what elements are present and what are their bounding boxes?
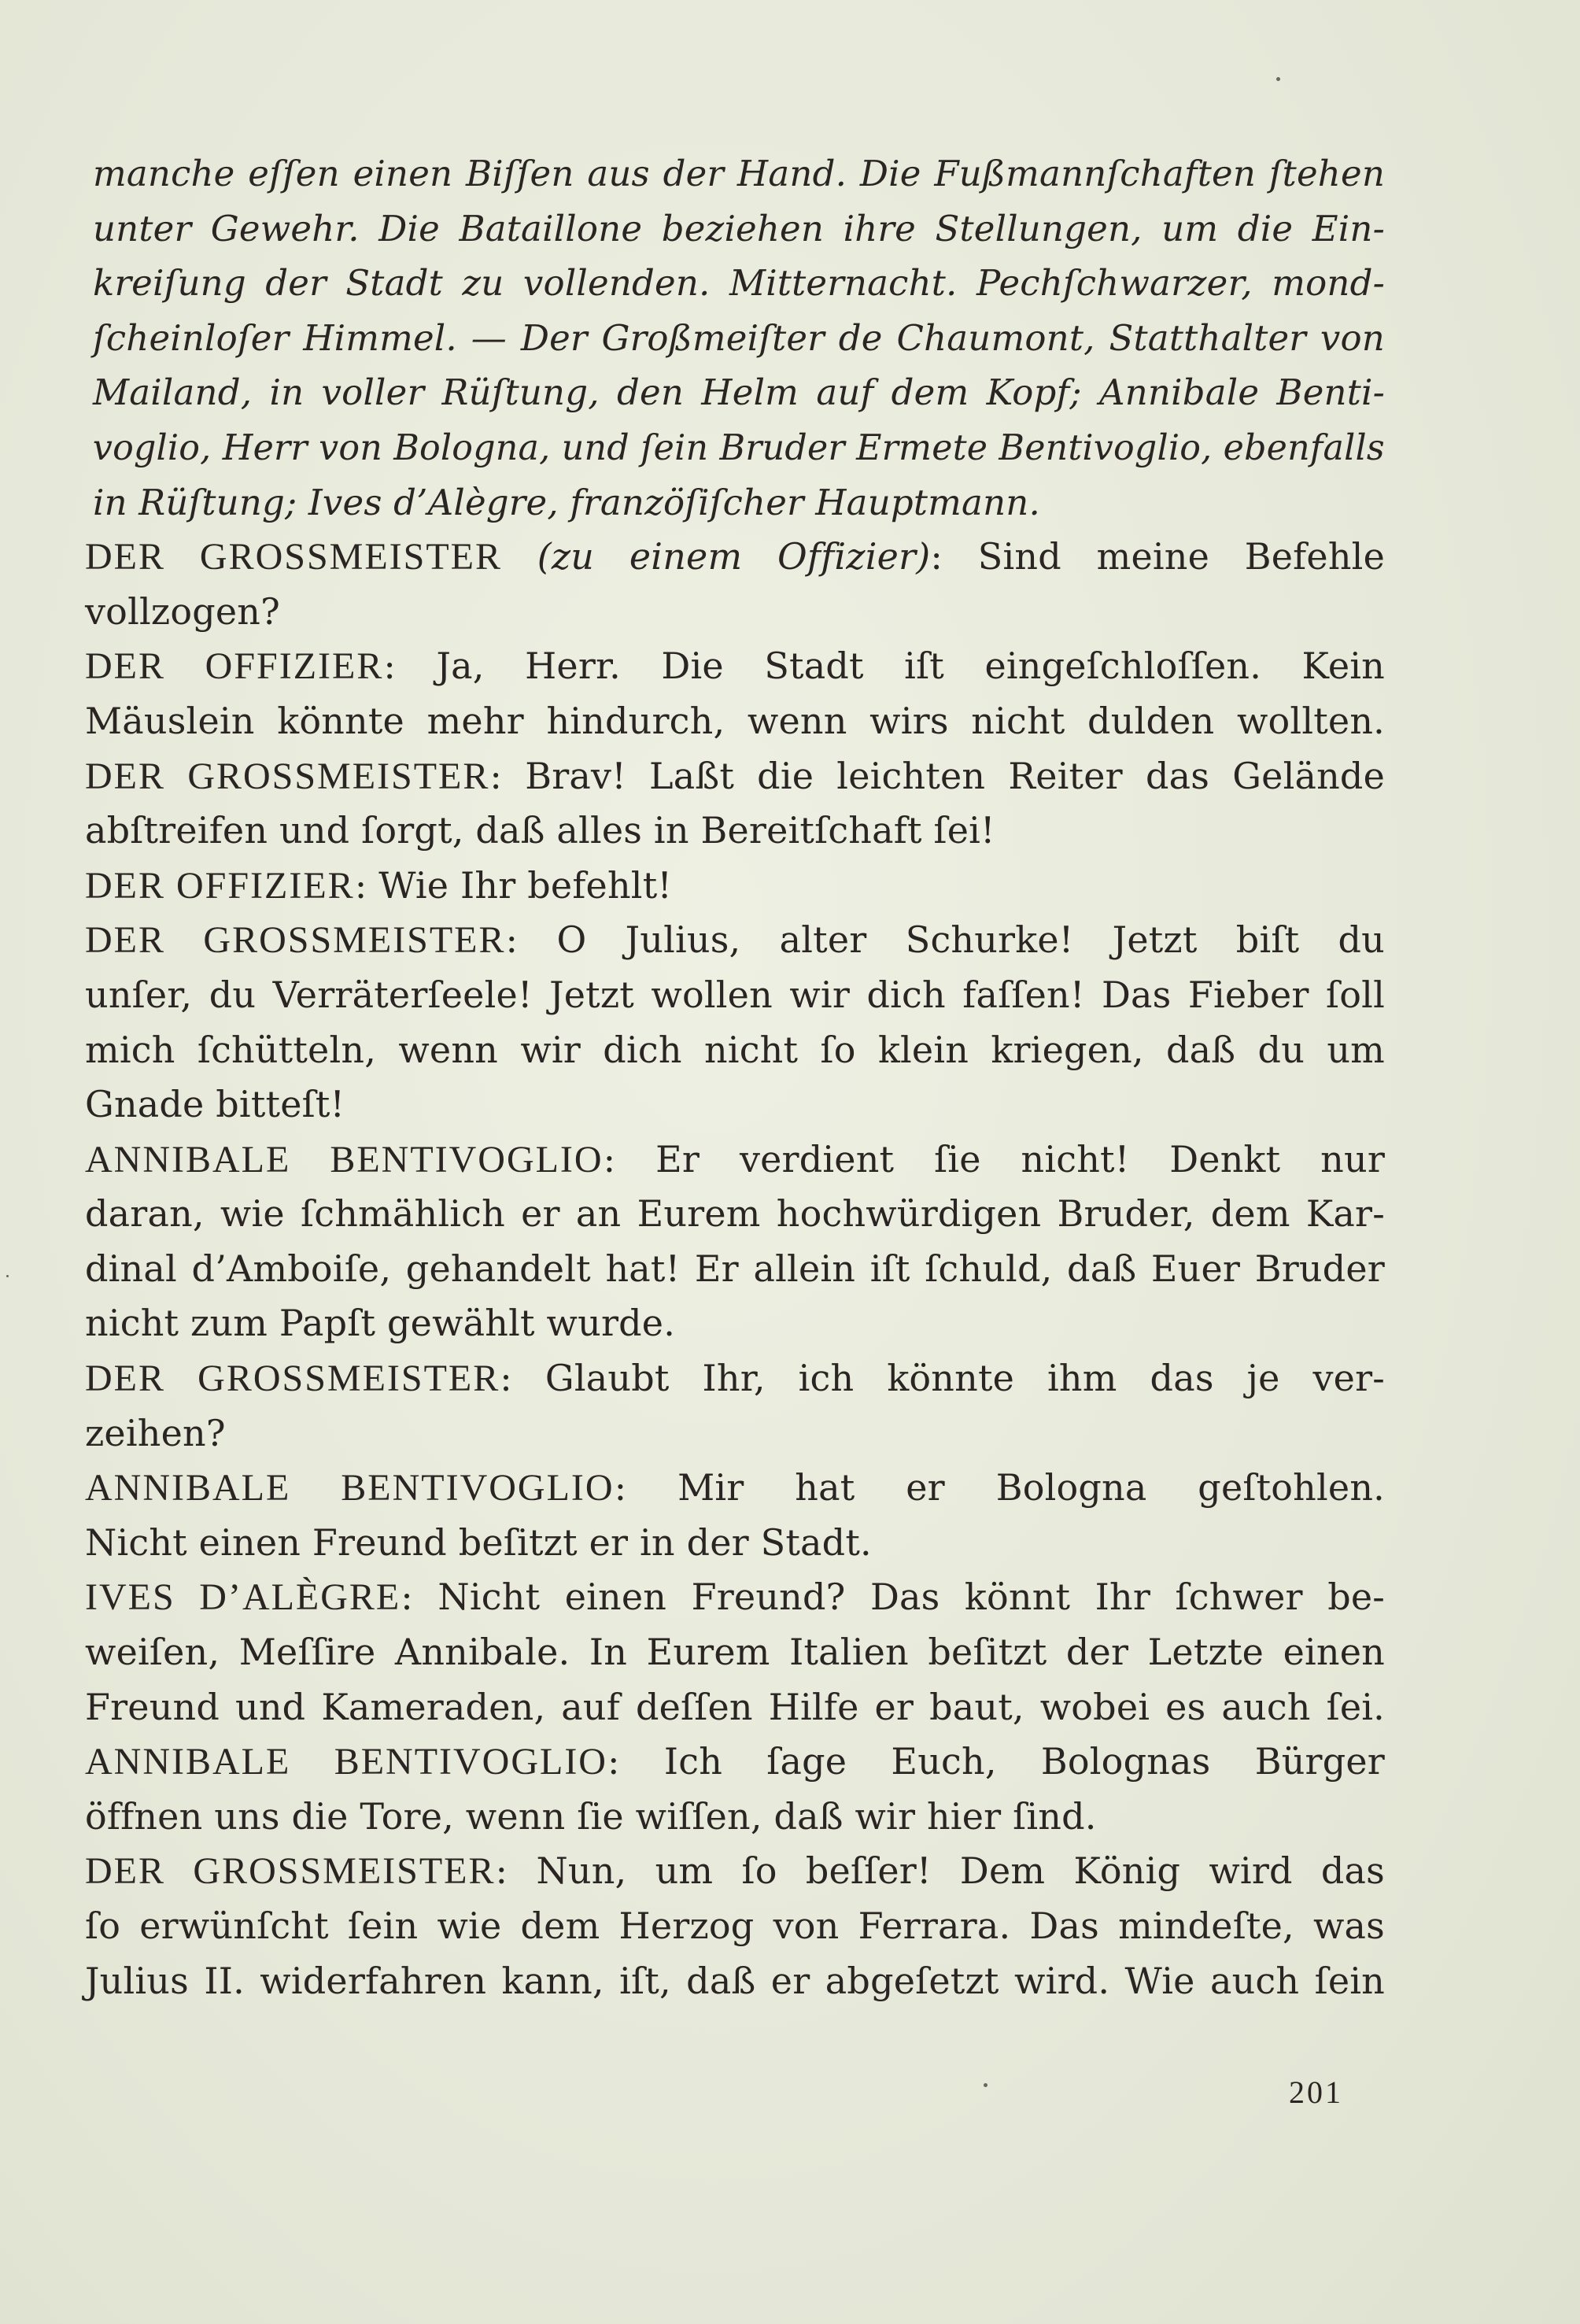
speaker-name: DER GROSSMEISTER	[85, 755, 490, 797]
text-line: ſo erwünſcht ſein wie dem Herzog von Ferrara. Das mindeſte, was	[85, 1905, 1385, 1947]
text-line: Julius II. widerfahren kann, iſt, daß er abgeſetzt wird. Wie auch ſein	[85, 1959, 1385, 2002]
page-number: 201	[1289, 2075, 1343, 2110]
text-line: unſer, du Verräterſeele! Jetzt wollen wir dich faſſen! Das Fieber ſoll	[85, 973, 1385, 1016]
speaker-name: DER GROSSMEISTER	[85, 919, 506, 962]
text-line: unter Gewehr. Die Bataillone beziehen ihre Stellungen, um die Ein-	[93, 207, 1385, 249]
speech-text: : Wie Ihr befehlt!	[354, 863, 673, 907]
text-line: Gnade bitteſt!	[85, 1083, 345, 1126]
text-block	[85, 146, 1385, 2008]
speech-text: : O Julius, alter Schurke! Jetzt biſt du	[505, 918, 1386, 962]
speech-text: : Er verdient ſie nicht! Denkt nur	[603, 1137, 1386, 1180]
stage-direction: (zu einem Offizier)	[537, 535, 931, 578]
text-line: abſtreifen und ſorgt, daß alles in Bereitſchaft ſei!	[85, 809, 995, 852]
speech-text: : Sind meine Befehle	[930, 535, 1385, 578]
speaker-name: DER GROSSMEISTER	[85, 536, 502, 578]
text-line	[85, 1735, 1385, 1790]
text-line: zeihen?	[85, 1411, 226, 1454]
text-line: kreiſung der Stadt zu vollenden. Mitternacht. Pechſchwarzer, mond-	[93, 262, 1385, 305]
speaker-name: DER GROSSMEISTER	[85, 1850, 496, 1893]
text-line	[85, 1461, 1385, 1516]
speech-text: : Mir hat er Bologna geſtohlen.	[614, 1466, 1385, 1509]
speech-text: : Brav! Laßt die leichten Reiter das Gelände	[489, 754, 1385, 797]
text-line: in Rüſtung; Ives d’Alègre, franzöſiſcher Hauptmann.	[93, 481, 1040, 523]
text-line: Mailand, in voller Rüſtung, den Helm auf dem Kopf; Annibale Benti-	[93, 371, 1385, 414]
text-line	[85, 1570, 1385, 1625]
speaker-name: DER OFFIZIER	[85, 864, 355, 907]
text-line: mich ſchütteln, wenn wir dich nicht ſo klein kriegen, daß du um	[85, 1028, 1385, 1071]
paper-speck	[1276, 77, 1280, 81]
text-line	[85, 639, 1385, 694]
text-line: voglio, Herr von Bologna, und ſein Bruder Ermete Bentivoglio, ebenfalls	[92, 426, 1385, 468]
speech-text: : Ich ſage Euch, Bolognas Bürger	[607, 1740, 1385, 1783]
speech-text: : Glaubt Ihr, ich könnte ihm das je ver-	[500, 1357, 1386, 1400]
speaker-name: ANNIBALE BENTIVOGLIO	[85, 1138, 604, 1180]
text-line: daran, wie ſchmählich er an Eurem hochwürdigen Bruder, dem Kar-	[85, 1192, 1385, 1236]
paper-speck	[984, 2083, 988, 2087]
text-line	[85, 1351, 1385, 1406]
speaker-name: ANNIBALE BENTIVOGLIO	[85, 1741, 607, 1783]
text-line	[85, 530, 1385, 585]
speaker-name: DER GROSSMEISTER	[85, 1358, 500, 1400]
text-line	[85, 859, 1385, 914]
text-line: manche eſſen einen Biſſen aus der Hand. Die Fußmannſchaften ſtehen	[93, 153, 1385, 194]
text-line: Freund und Kameraden, auf deſſen Hilfe er baut, wobei es auch ſei.	[85, 1685, 1385, 1728]
text-line: vollzogen?	[85, 589, 280, 633]
text-line: nicht zum Papſt gewählt wurde.	[85, 1302, 676, 1345]
speech-text: : Nun, um ſo beſſer! Dem König wird das	[495, 1849, 1385, 1893]
text-line	[85, 1844, 1385, 1899]
text-line: weiſen, Meſſire Annibale. In Eurem Italien beſitzt der Letzte einen	[85, 1631, 1385, 1674]
text-line	[85, 913, 1385, 968]
paper-speck	[6, 1275, 9, 1277]
speech-text: : Nicht einen Freund? Das könnt Ihr ſchwer be-	[401, 1576, 1386, 1619]
text-line: öffnen uns die Tore, wenn ſie wiſſen, daß wir hier ſind.	[85, 1794, 1097, 1838]
text-line: ſcheinloſer Himmel. — Der Großmeiſter de Chaumont, Statthalter von	[93, 316, 1385, 359]
speech-text: : Ja, Herr. Die Stadt iſt eingeſchloſſen. Kein	[383, 645, 1385, 688]
speaker-name: ANNIBALE BENTIVOGLIO	[85, 1467, 615, 1509]
text-line: Nicht einen Freund beſitzt er in der Stadt.	[85, 1520, 872, 1564]
text-line: dinal d’Amboiſe, gehandelt hat! Er allein iſt ſchuld, daß Euer Bruder	[85, 1247, 1385, 1290]
speaker-name: IVES D’ALÈGRE	[85, 1576, 401, 1619]
text-line	[85, 1132, 1385, 1188]
text-line: Mäuslein könnte mehr hindurch, wenn wirs nicht dulden wollten.	[85, 699, 1385, 742]
speaker-name: DER OFFIZIER	[85, 645, 384, 688]
text-line	[85, 749, 1385, 804]
